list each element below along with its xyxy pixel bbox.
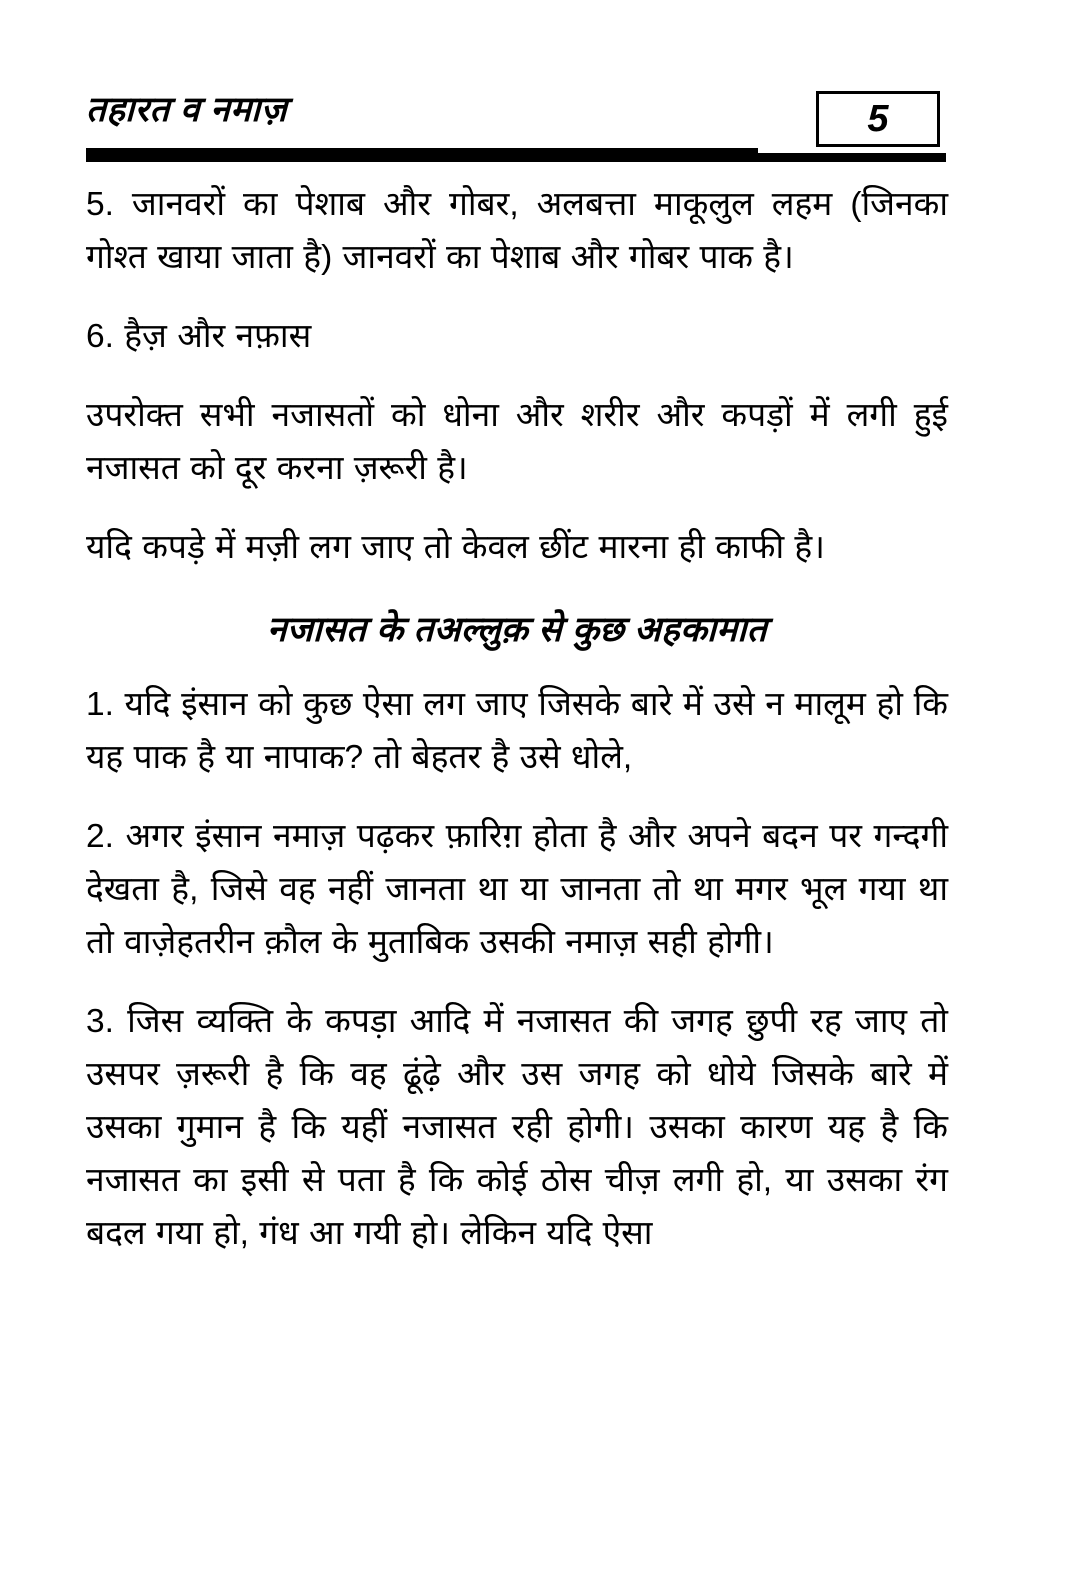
paragraph-washing-najasat: उपरोक्त सभी नजासतों को धोना और शरीर और कपड़ों में लगी हुई नजासत को दूर करना ज़रूरी है।	[86, 397, 948, 487]
numbered-item-1: 1. यदि इंसान को कुछ ऐसा लग जाए जिसके बारे में उसे न मालूम हो कि यह पाक है या नापाक? तो बेहतर है उसे धोले,	[86, 685, 948, 776]
paragraph-mazi-sprinkle: यदि कपड़े में मज़ी लग जाए तो केवल छींट मारना ही काफी है।	[86, 529, 825, 566]
page-header	[0, 92, 1086, 164]
page-body	[86, 178, 948, 1260]
page-number: 5	[867, 98, 889, 140]
page-number-box	[816, 91, 940, 147]
numbered-item-2: 2. अगर इंसान नमाज़ पढ़कर फ़ारिग़ होता है और अपने बदन पर गन्दगी देखता है, जिसे वह नहीं जानता था या जानता तो था मगर भूल गया था तो वाज़ेहतरीन क़ौल के मुताबिक उसकी नमाज़ सही होगी।	[86, 817, 948, 961]
numbered-item-3: 3. जिस व्यक्ति के कपड़ा आदि में नजासत की जगह छुपी रह जाए तो उसपर ज़रूरी है कि वह ढूंढ़े और उस जगह को धोये जिसके बारे में उसका गुमान है कि यहीं नजासत रही होगी। उसका कारण यह है कि नजासत का इसी से पता है कि कोई ठोस चीज़ लगी हो, या उसका रंग बदल गया हो, गंध आ गयी हो। लेकिन यदि ऐसा	[86, 1002, 948, 1252]
header-rule-lower	[86, 153, 946, 162]
numbered-item-5: 5. जानवरों का पेशाब और गोबर, अलबत्ता माकूलुल लहम (जिनका गोश्त खाया जाता है) जानवरों का पेशाब और गोबर पाक है।	[86, 186, 948, 276]
numbered-item-6: 6. हैज़ और नफ़ास	[86, 318, 312, 355]
section-heading: नजासत के तअल्लुक़ से कुछ अहकामात	[266, 610, 768, 649]
running-title: तहारत व नमाज़	[85, 90, 288, 129]
